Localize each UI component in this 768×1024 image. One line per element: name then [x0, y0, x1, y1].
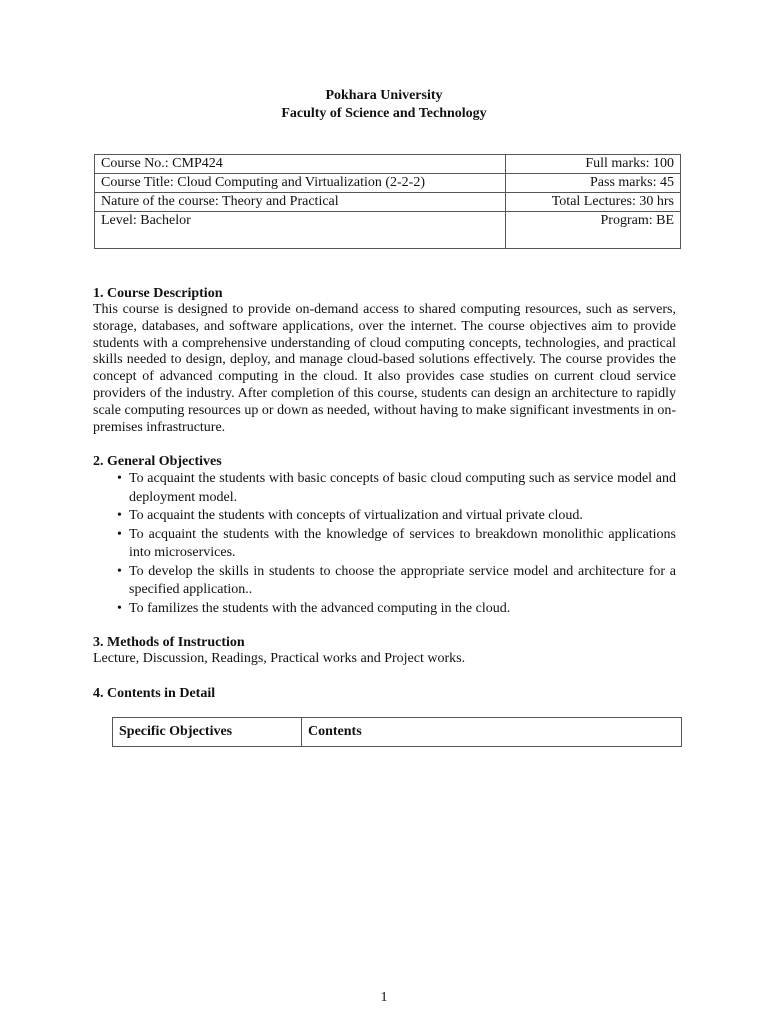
- course-info-row: [95, 212, 681, 249]
- course-level: Level: Bachelor: [95, 212, 506, 249]
- objective-text: To acquaint the students with the knowledge of services to breakdown monolithic applications into microservices.: [129, 526, 676, 560]
- contents-header: Contents: [302, 718, 682, 747]
- bullet: •: [117, 471, 122, 486]
- total-lectures: Total Lectures: 30 hrs: [506, 193, 681, 212]
- list-item: [93, 507, 676, 526]
- objective-text: To acquaint the students with basic concepts of basic cloud computing such as service model and deployment model.: [129, 471, 676, 505]
- general-objectives-section: [93, 453, 676, 618]
- page-number: 1: [380, 990, 388, 1005]
- table-header-row: [113, 718, 682, 747]
- bullet: •: [117, 508, 122, 523]
- program: Program: BE: [506, 212, 681, 249]
- objective-text: To familizes the students with the advanced computing in the cloud.: [129, 600, 511, 616]
- contents-table: [112, 717, 682, 747]
- list-item: [93, 563, 676, 600]
- bullet: •: [117, 526, 122, 542]
- university-name: Pokhara University: [325, 88, 443, 103]
- document-header: [0, 87, 768, 123]
- methods-text: Lecture, Discussion, Readings, Practical works and Project works.: [93, 651, 466, 666]
- objectives-list: [93, 470, 676, 618]
- contents-detail-heading: 4. Contents in Detail: [93, 686, 216, 701]
- methods-heading: 3. Methods of Instruction: [93, 635, 245, 650]
- course-description-text: This course is designed to provide on-demand access to shared computing resources, such as servers, storage, databases, and software applications, over the internet. The course objectives aim to provide students with a comprehensive understanding of cloud computing concepts, technologies, and practical skills needed to design, deploy, and manage cloud-based solutions effectively. The course provides the concept of advanced computing in the cloud. It also provides case studies on current cloud service providers of the industry. After completion of this course, students can design an architecture to rapidly scale computing resources up or down as needed, without having to make significant investments in on-premises infrastructure.: [93, 302, 676, 435]
- list-item: [93, 600, 676, 619]
- full-marks: Full marks: 100: [506, 155, 681, 174]
- bullet: •: [117, 563, 122, 579]
- objective-text: To develop the skills in students to choose the appropriate service model and architecture for a specified application..: [129, 563, 676, 597]
- course-info-row: [95, 174, 681, 193]
- list-item: [93, 470, 676, 507]
- specific-objectives-header: Specific Objectives: [113, 718, 302, 747]
- bullet: •: [117, 600, 122, 616]
- objective-text: To acquaint the students with concepts of virtualization and virtual private cloud.: [129, 508, 583, 523]
- general-objectives-heading: 2. General Objectives: [93, 454, 222, 469]
- course-info-table: [94, 154, 681, 249]
- faculty-name: Faculty of Science and Technology: [281, 106, 487, 121]
- course-description-section: [93, 285, 676, 436]
- course-title: Course Title: Cloud Computing and Virtualization (2-2-2): [95, 174, 506, 193]
- course-number: Course No.: CMP424: [95, 155, 506, 174]
- pass-marks: Pass marks: 45: [506, 174, 681, 193]
- course-nature: Nature of the course: Theory and Practical: [95, 193, 506, 212]
- course-info-row: [95, 193, 681, 212]
- list-item: [93, 526, 676, 563]
- course-description-heading: 1. Course Description: [93, 286, 223, 301]
- methods-section: [93, 634, 676, 668]
- contents-detail-section: [93, 685, 676, 702]
- course-info-row: [95, 155, 681, 174]
